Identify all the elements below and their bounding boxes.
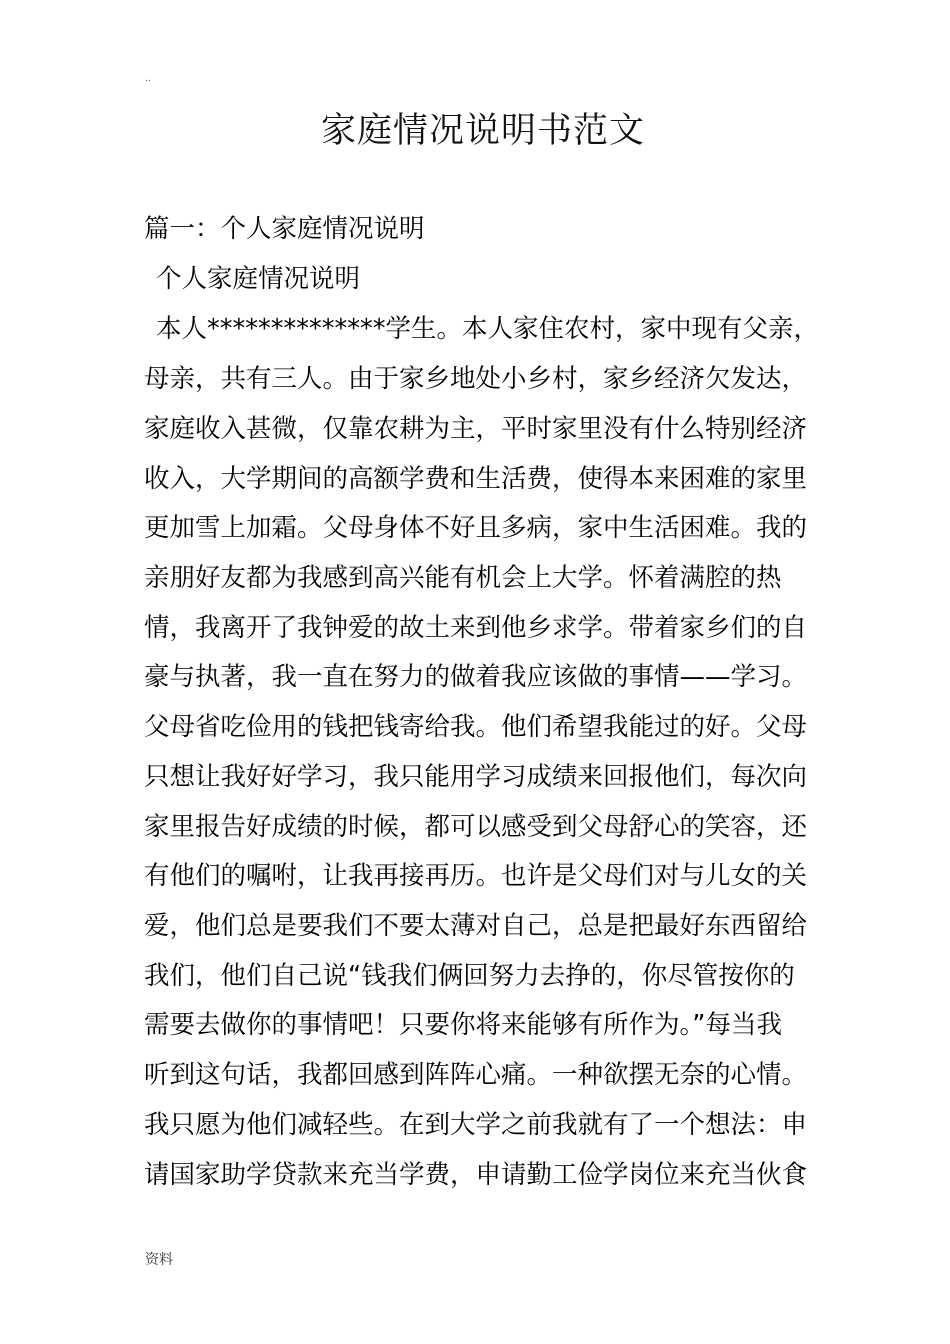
body-line: 亲朋好友都为我感到高兴能有机会上大学。怀着满腔的热 [144, 563, 782, 593]
body-line: 豪与执著，我一直在努力的做着我应该做的事情——学习。 [144, 662, 808, 692]
body-line: 父母省吃俭用的钱把钱寄给我。他们希望我能过的好。父母 [144, 712, 808, 742]
body-line: 本人**************学生。本人家住农村，家中现有父亲， [156, 314, 820, 344]
body-line: 家庭收入甚微，仅靠农耕为主，平时家里没有什么特别经济 [144, 414, 808, 444]
body-line: 需要去做你的事情吧！只要你将来能够有所作为。”每当我 [144, 1010, 782, 1040]
body-line: 只想让我好好学习，我只能用学习成绩来回报他们，每次向 [144, 762, 808, 792]
body-line: 情，我离开了我钟爱的故土来到他乡求学。带着家乡们的自 [144, 613, 808, 643]
body-line: 有他们的嘱咐，让我再接再历。也许是父母们对与儿女的关 [144, 861, 808, 891]
document-title: 家庭情况说明书范文 [320, 111, 645, 151]
header-mark: .. [145, 74, 151, 84]
body-line: 更加雪上加霜。父母身体不好且多病，家中生活困难。我的 [144, 513, 808, 543]
footer-label: 资料 [145, 1252, 173, 1268]
body-line: 家里报告好成绩的时候，都可以感受到父母舒心的笑容，还 [144, 812, 808, 842]
body-line: 收入，大学期间的高额学费和生活费，使得本来困难的家里 [144, 464, 808, 494]
body-line: 我只愿为他们减轻些。在到大学之前我就有了一个想法：申 [144, 1110, 808, 1140]
body-line: 请国家助学贷款来充当学费，申请勤工俭学岗位来充当伙食 [144, 1160, 808, 1190]
body-line: 我们，他们自己说“钱我们俩回努力去挣的，你尽管按你的 [144, 961, 795, 991]
body-line: 听到这句话，我都回感到阵阵心痛。一种欲摆无奈的心情。 [144, 1060, 808, 1090]
sub-heading: 个人家庭情况说明 [156, 264, 361, 294]
section-heading: 篇一：个人家庭情况说明 [144, 214, 425, 244]
body-line: 爱，他们总是要我们不要太薄对自己，总是把最好东西留给 [144, 911, 808, 941]
body-line: 母亲，共有三人。由于家乡地处小乡村，家乡经济欠发达， [144, 364, 808, 394]
